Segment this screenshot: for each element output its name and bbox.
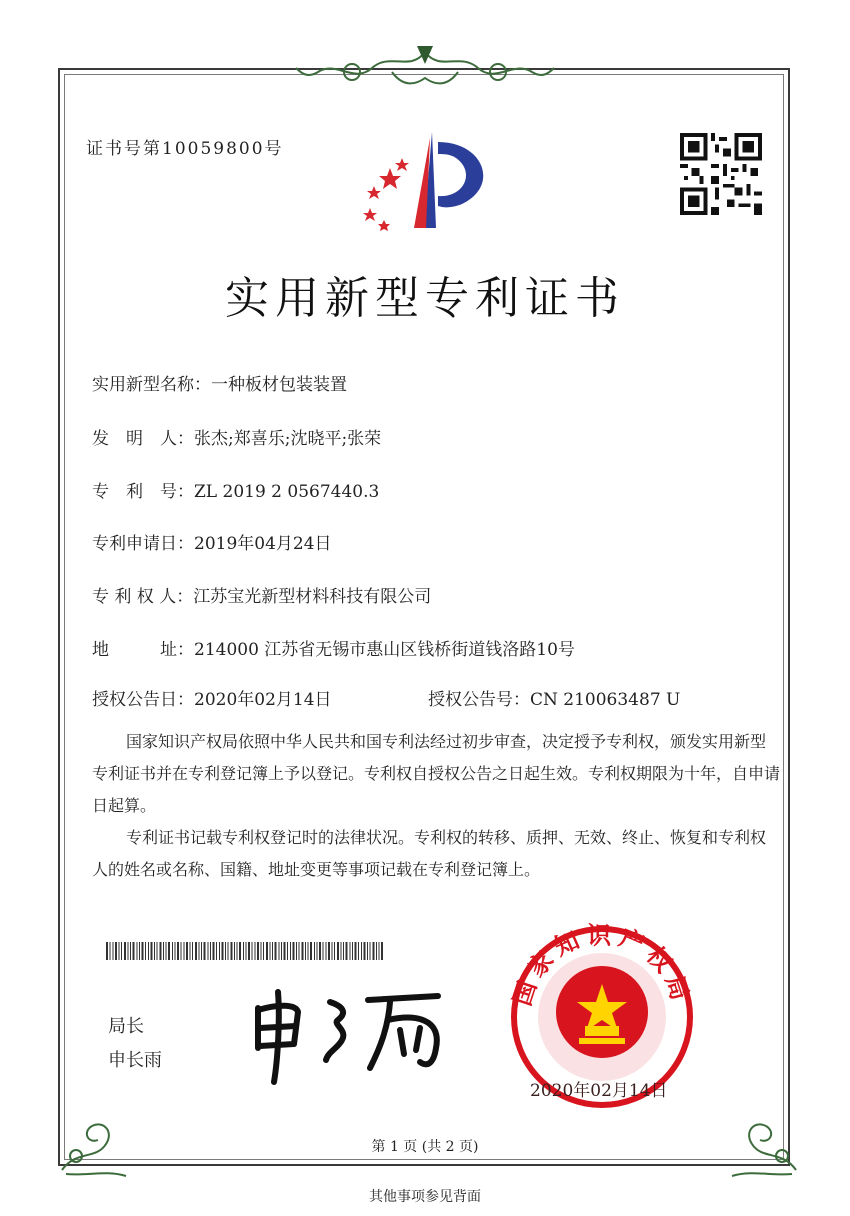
inventor-label: 发 明 人： xyxy=(92,429,194,449)
address-value: 214000 江苏省无锡市惠山区钱桥街道钱洛路10号 xyxy=(194,640,575,660)
grant-date-row xyxy=(92,685,332,710)
name-value: 一种板材包装装置 xyxy=(211,375,347,395)
holder-label: 专 利 权 人： xyxy=(92,587,194,607)
address-row xyxy=(92,635,575,660)
apply-date-value: 2019年04月24日 xyxy=(194,534,332,554)
holder-row xyxy=(92,582,431,607)
seal-text: 国家知识产权局 xyxy=(507,922,697,1010)
inventor-row xyxy=(92,424,381,449)
patent-number-row xyxy=(92,477,379,502)
body-paragraph-2: 专利证书记载专利权登记时的法律状况。专利权的转移、质押、无效、终止、恢复和专利权人的姓名或名称、国籍、地址变更等事项记载在专利登记簿上。 xyxy=(92,828,767,879)
certificate-title: 实用新型专利证书 xyxy=(225,273,625,324)
inventor-value: 张杰;郑喜乐;沈晓平;张荣 xyxy=(194,429,382,449)
apply-date-row xyxy=(92,529,332,554)
footer-note: 其他事项参见背面 xyxy=(369,1189,481,1205)
patent-number-value: ZL 2019 2 0567440.3 xyxy=(194,482,380,502)
svg-text:国家知识产权局 xyxy=(507,922,697,1009)
certificate-number: 证书号第10059800号 xyxy=(86,139,284,159)
address-label: 地 址： xyxy=(92,640,194,660)
handwritten-signature-icon xyxy=(238,978,458,1086)
apply-date-label: 专利申请日： xyxy=(92,534,194,554)
barcode-icon xyxy=(106,942,384,960)
grant-number-label: 授权公告号： xyxy=(428,690,530,710)
grant-date-label: 授权公告日： xyxy=(92,690,194,710)
grant-number-row xyxy=(428,685,680,710)
cnipa-logo-icon xyxy=(352,128,498,232)
page-number: 第 1 页 (共 2 页) xyxy=(371,1139,479,1155)
patent-number-label: 专 利 号： xyxy=(92,482,194,502)
seal-date: 2020年02月14日 xyxy=(530,1081,668,1101)
grant-date-value: 2020年02月14日 xyxy=(194,690,332,710)
director-title: 局长 xyxy=(108,1016,144,1037)
director-name: 申长雨 xyxy=(108,1050,162,1071)
qr-code-icon xyxy=(680,132,762,216)
grant-number-value: CN 210063487 U xyxy=(530,690,681,710)
body-paragraph-1: 国家知识产权局依照中华人民共和国专利法经过初步审查，决定授予专利权，颁发实用新型专利证书并在专利登记簿上予以登记。专利权自授权公告之日起生效。专利权期限为十年，自申请日起算。 xyxy=(92,732,781,815)
name-row xyxy=(92,370,347,395)
holder-value: 江苏宝光新型材料科技有限公司 xyxy=(193,587,432,607)
top-ornament xyxy=(292,42,558,98)
name-label: 实用新型名称： xyxy=(92,375,211,395)
